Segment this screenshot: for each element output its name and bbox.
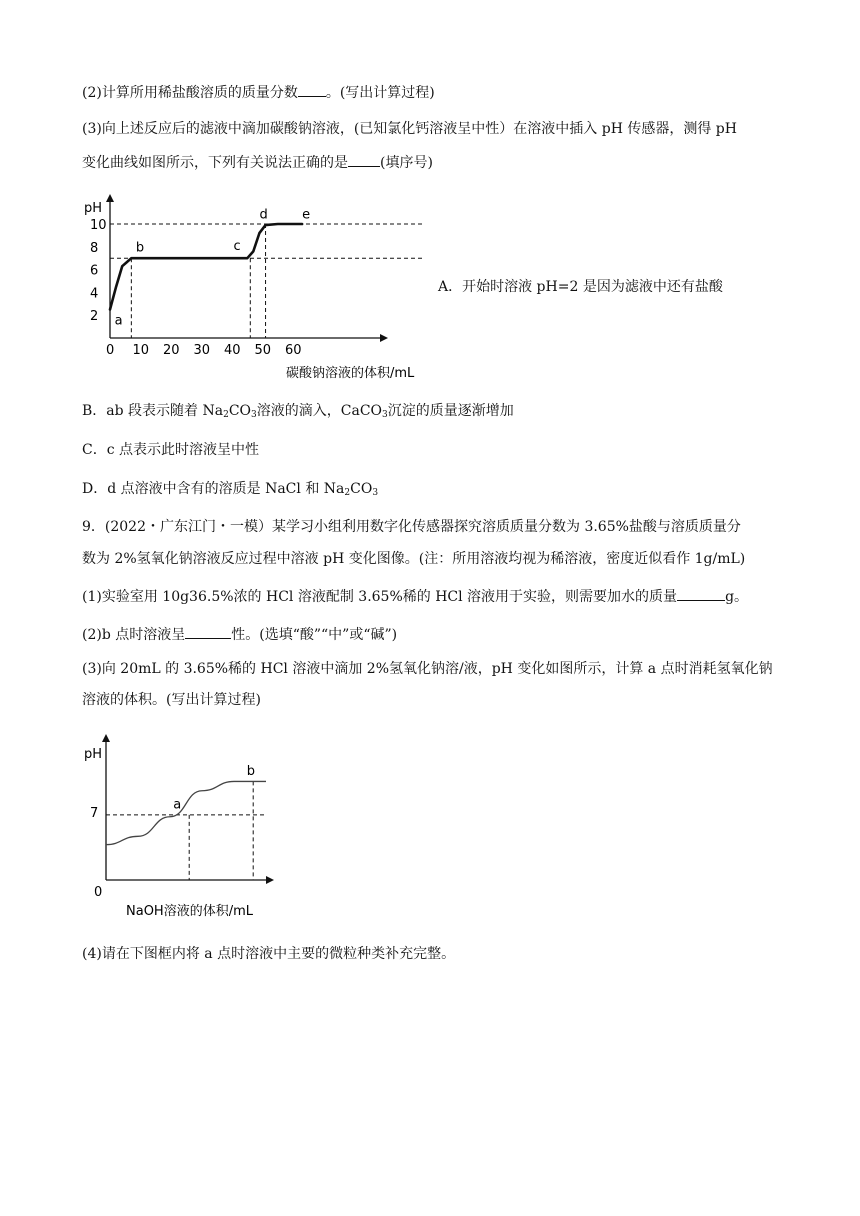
chart2-point-a: a — [173, 797, 182, 813]
q8-part3-text1: (3)向上述反应后的滤液中滴加碳酸钠溶液，(已知氯化钙溶液呈中性）在溶液中插入 pH 传感器，测得 pH — [82, 121, 737, 137]
chart1-ytick-label: 10 — [90, 218, 107, 233]
chart1-xlabel: 碳酸钠溶液的体积/mL — [286, 366, 415, 381]
option-b-text-1: B．ab 段表示随着 Na — [82, 403, 224, 419]
answer-blank[interactable] — [185, 624, 231, 639]
chart1-ytick-label: 6 — [90, 263, 99, 279]
chart1-ph-curve — [110, 224, 302, 310]
q9-part1 — [82, 586, 748, 606]
q9-intro-line2 — [82, 550, 745, 568]
chart1-point-c: c — [233, 239, 241, 255]
answer-blank[interactable] — [677, 586, 725, 601]
q9-part4-text: (4)请在下图框内将 a 点时溶液中主要的微粒种类补充完整。 — [82, 946, 456, 962]
q8-option-a — [438, 278, 723, 296]
chart1-xtick-label: 0 — [106, 343, 115, 358]
subscript: 2 — [344, 488, 351, 498]
chart2-axes — [102, 734, 274, 884]
q9-part2-text: (2)b 点时溶液呈 — [82, 627, 186, 643]
chart1-ytick-label: 2 — [90, 309, 99, 325]
chart2-point-b: b — [246, 763, 256, 779]
q8-part3-tail: (填序号) — [380, 155, 433, 171]
subscript: 2 — [223, 410, 229, 420]
q9-part2 — [82, 624, 397, 644]
chart2-y-arrow — [102, 734, 110, 742]
option-b-text-2: CO — [228, 403, 252, 419]
chart1-ytick-label: 4 — [90, 286, 99, 302]
option-d-text-2: CO — [350, 481, 373, 497]
chart1-xtick-label: 50 — [254, 343, 272, 358]
option-a-text: A．开始时溶液 pH=2 是因为滤液中还有盐酸 — [438, 279, 723, 295]
chart2-origin: 0 — [94, 885, 103, 900]
chart1-xtick-label: 30 — [193, 343, 211, 358]
answer-blank[interactable] — [348, 152, 380, 167]
chart1-point-b: b — [135, 240, 145, 256]
chart2-x-arrow — [266, 876, 274, 884]
q9-part3-text1: (3)向 20mL 的 3.65%稀的 HCl 溶液中滴加 2%氢氧化钠溶/液，pH 变化如图所示，计算 a 点时消耗氢氧化钠 — [82, 661, 773, 677]
q9-part1-text: (1)实验室用 10g36.5%浓的 HCl 溶液配制 3.65%稀的 HCl 溶液用于实验，则需要加水的质量 — [82, 589, 678, 605]
chart1-xtick-label: 40 — [224, 343, 241, 358]
q9-part2-tail: 性。(选填“酸”“中”或“碱”) — [231, 627, 398, 643]
q8-part3-text2: 变化曲线如图所示，下列有关说法正确的是 — [82, 155, 348, 171]
q8-part3-line2 — [82, 152, 433, 172]
chart1-point-e: e — [302, 207, 311, 223]
chart1-xtick-label: 60 — [285, 343, 302, 358]
q8-part2-text: (2)计算所用稀盐酸溶质的质量分数 — [82, 85, 298, 101]
q8-part2 — [82, 82, 435, 102]
chart1-xtick-label: 20 — [163, 343, 180, 358]
answer-blank[interactable] — [298, 82, 326, 97]
q8-option-c — [82, 441, 259, 459]
chart2-ph-curve — [106, 781, 266, 844]
chart1-xtick-label: 10 — [132, 343, 150, 358]
chart1-y-arrow — [106, 194, 114, 202]
chart1-axes — [106, 194, 388, 342]
q9-part3-text2: 溶液的体积。(写出计算过程) — [82, 692, 261, 708]
q9-intro-text1: 9．(2022・广东江门・一模）某学习小组利用数字化传感器探究溶质质量分数为 3.65%盐酸与溶质质量分 — [82, 519, 741, 535]
chart1-x-arrow — [380, 334, 388, 342]
q9-part3-line2 — [82, 691, 261, 709]
option-c-text: C．c 点表示此时溶液呈中性 — [82, 442, 260, 458]
chart1-ytick-label: 8 — [90, 240, 99, 256]
option-b-text-4: 沉淀的质量逐渐增加 — [387, 403, 514, 419]
q9-part1-tail: g。 — [725, 589, 749, 605]
chart1-point-d: d — [259, 207, 268, 223]
q9-part4 — [82, 945, 455, 963]
q8-option-d — [82, 480, 378, 502]
q9-part3-line1 — [82, 660, 773, 678]
q8-part2-tail: 。(写出计算过程) — [325, 85, 435, 101]
chart2-dashed-guides — [106, 781, 266, 880]
q9-intro-line1 — [82, 518, 741, 536]
q8-option-b — [82, 402, 514, 424]
chart1-point-a: a — [114, 313, 123, 329]
option-b-text-3: 溶液的滴入，CaCO — [256, 403, 383, 419]
subscript: 3 — [251, 410, 257, 420]
q9-intro-text2: 数为 2%氢氧化钠溶液反应过程中溶液 pH 变化图像。(注：所用溶液均视为稀溶液，密度近似看作 1g/mL) — [82, 551, 746, 567]
ph-chart-sodium-carbonate — [80, 192, 430, 384]
chart1-dashed-guides — [110, 224, 422, 338]
subscript: 3 — [372, 488, 379, 498]
q8-part3-line1 — [82, 120, 737, 138]
chart2-ylabel: pH — [84, 747, 103, 762]
chart1-ylabel: pH — [84, 201, 103, 216]
chart2-ytick-7: 7 — [90, 806, 99, 821]
chart2-xlabel: NaOH溶液的体积/mL — [126, 904, 253, 919]
subscript: 3 — [382, 410, 388, 420]
option-d-text-1: D．d 点溶液中含有的溶质是 NaCl 和 Na — [82, 481, 345, 497]
ph-chart-naoh — [80, 732, 300, 920]
